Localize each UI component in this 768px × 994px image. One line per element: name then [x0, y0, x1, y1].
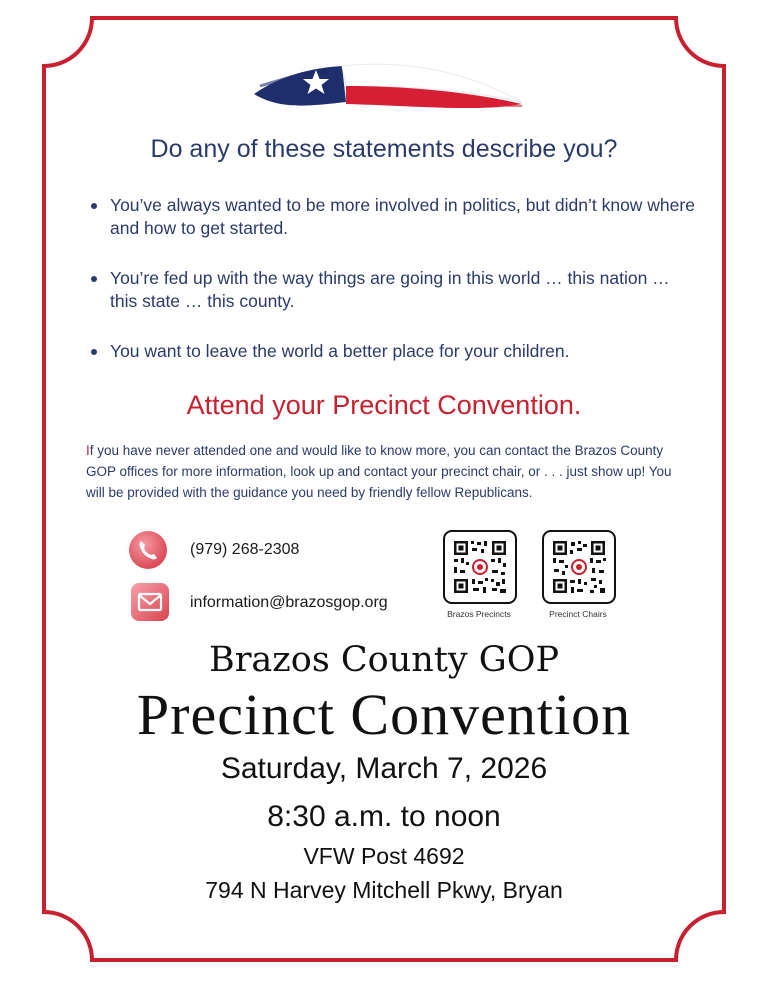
email-address[interactable]: information@brazosgop.org [190, 594, 388, 611]
statement-item: You’re fed up with the way things are going in this world … this nation … this state … this county. [88, 267, 698, 313]
statement-item: You want to leave the world a better place for your children. [88, 340, 698, 363]
organizer-name: Brazos County GOP [208, 640, 560, 680]
event-venue: VFW Post 4692 [303, 843, 465, 869]
statement-list [88, 194, 698, 390]
event-title: Precinct Convention [136, 682, 632, 747]
mail-icon [130, 582, 170, 622]
event-address: 794 N Harvey Mitchell Pkwy, Bryan [205, 877, 563, 903]
qr-code-precincts[interactable] [443, 530, 517, 604]
qr-caption: Brazos Precincts [447, 609, 511, 619]
phone-number[interactable]: (979) 268-2308 [190, 541, 300, 558]
qr-caption: Precinct Chairs [549, 609, 607, 619]
event-time: 8:30 a.m. to noon [267, 800, 501, 833]
statement-item: You’ve always wanted to be more involved in politics, but didn’t know where and how to get started. [88, 194, 698, 240]
texas-flag-brushstroke [250, 46, 530, 126]
call-to-action: Attend your Precinct Convention. [186, 390, 582, 420]
event-date: Saturday, March 7, 2026 [220, 752, 548, 785]
qr-code-chairs[interactable] [542, 530, 616, 604]
phone-icon [128, 530, 168, 570]
info-paragraph [86, 440, 686, 503]
qr-pattern-icon [445, 532, 515, 602]
headline: Do any of these statements describe you? [150, 135, 618, 163]
qr-pattern-icon [544, 532, 614, 602]
info-text: f you have never attended one and would like to know more, you can contact the Brazos County GOP offices for more information, look up and contact your precinct chair, or . . . just show up! You will be provided with the guidance you need by friendly fellow Republicans. [86, 443, 672, 500]
info-first-letter: I [86, 443, 90, 458]
